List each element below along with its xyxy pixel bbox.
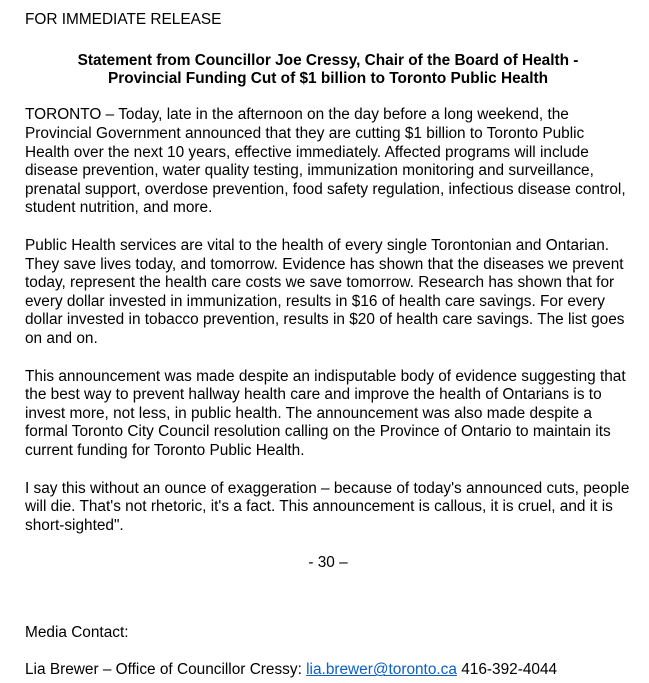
media-contact-label: Media Contact: [25, 623, 129, 641]
contact-email-link[interactable]: lia.brewer@toronto.ca [306, 661, 457, 679]
headline [25, 52, 631, 89]
media-contact-line [25, 661, 631, 680]
paragraph-closing-quote: I say this without an ounce of exaggeration – because of today's announced cuts, people will die. That's not rhetoric, it's a fact. This announcement is callous, it is cruel, and it is short-sighted". [25, 479, 630, 534]
paragraph-public-health-value: Public Health services are vital to the health of every single Torontonian and Ontarian. They save lives today, and tomorrow. Evidence has shown that the diseases we prevent today, represent the health care costs we save tomorrow. Research has shown that for every dollar invested in immunization, results in $16 of health care savings. For every dollar invested in tobacco prevention, results in $20 of health care savings. The list goes on and on. [25, 236, 625, 347]
contact-phone: 416-392-4044 [456, 661, 558, 679]
release-label: FOR IMMEDIATE RELEASE [25, 11, 222, 28]
contact-name: Lia Brewer – Office of Councillor Cressy: [25, 661, 307, 679]
end-mark: - 30 – [308, 554, 348, 572]
paragraph-announcement: TORONTO – Today, late in the afternoon on the day before a long weekend, the Provincial Government announced that they are cutting $1 billion to Toronto Public Health over the next 10 years, effective immediately. Affected programs will include disease prevention, water quality testing, immunization monitoring and surveillance, prenatal support, overdose prevention, food safety regulation, infectious disease control, student nutrition, and more. [25, 106, 626, 217]
headline-line-1: Statement from Councillor Joe Cressy, Chair of the Board of Health - [77, 51, 579, 69]
paragraph-evidence: This announcement was made despite an indisputable body of evidence suggesting that the best way to prevent hallway health care and improve the health of Ontarians is to invest more, not less, in public health. The announcement was also made despite a formal Toronto City Council resolution calling on the Province of Ontario to maintain its current funding for Toronto Public Health. [25, 367, 626, 459]
headline-line-2: Provincial Funding Cut of $1 billion to Toronto Public Health [107, 70, 549, 87]
